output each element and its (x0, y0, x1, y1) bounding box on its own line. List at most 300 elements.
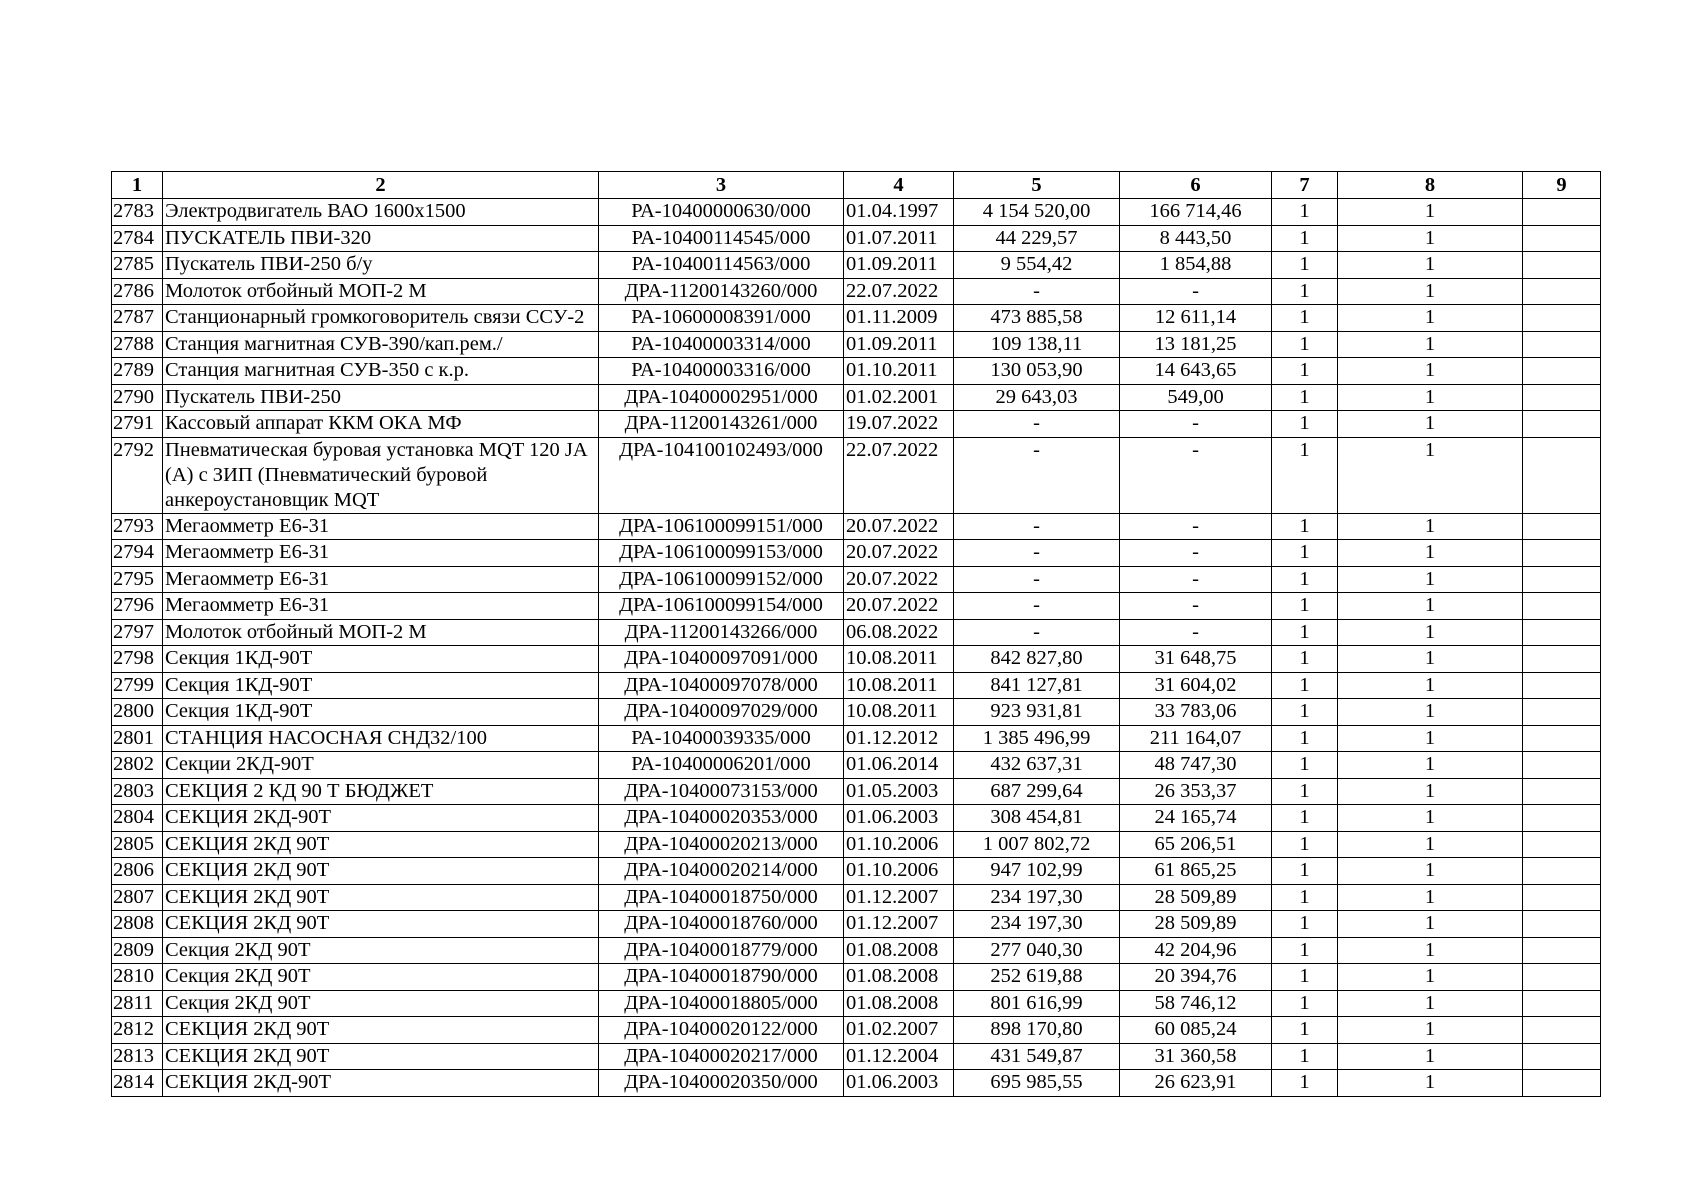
table-row (112, 805, 1601, 832)
quantity-cell: 1 (1272, 805, 1338, 832)
table-row (112, 1043, 1601, 1070)
row-number-cell: 2814 (112, 1070, 163, 1097)
count-cell: 1 (1338, 858, 1523, 885)
count-cell: 1 (1338, 752, 1523, 779)
note-cell (1523, 305, 1601, 332)
item-name-cell: Мегаомметр Е6-31 (163, 566, 599, 593)
quantity-cell: 1 (1272, 225, 1338, 252)
date-cell: 20.07.2022 (844, 540, 954, 567)
quantity-cell: 1 (1272, 305, 1338, 332)
count-cell: 1 (1338, 331, 1523, 358)
initial-cost-cell: - (954, 437, 1120, 513)
note-cell (1523, 884, 1601, 911)
inventory-number-cell: ДРА-10400018760/000 (599, 911, 844, 938)
count-cell: 1 (1338, 305, 1523, 332)
item-name-cell: СЕКЦИЯ 2КД 90Т (163, 884, 599, 911)
table-row (112, 331, 1601, 358)
row-number-cell: 2785 (112, 252, 163, 279)
note-cell (1523, 937, 1601, 964)
count-cell: 1 (1338, 252, 1523, 279)
row-number-cell: 2784 (112, 225, 163, 252)
note-cell (1523, 699, 1601, 726)
column-header: 8 (1338, 172, 1523, 199)
residual-cost-cell: 28 509,89 (1120, 911, 1272, 938)
initial-cost-cell: 130 053,90 (954, 358, 1120, 385)
residual-cost-cell: 20 394,76 (1120, 964, 1272, 991)
row-number-cell: 2789 (112, 358, 163, 385)
quantity-cell: 1 (1272, 752, 1338, 779)
item-name-cell: СЕКЦИЯ 2КД 90Т (163, 911, 599, 938)
date-cell: 01.06.2014 (844, 752, 954, 779)
note-cell (1523, 646, 1601, 673)
row-number-cell: 2807 (112, 884, 163, 911)
residual-cost-cell: - (1120, 278, 1272, 305)
residual-cost-cell: 31 648,75 (1120, 646, 1272, 673)
initial-cost-cell: - (954, 278, 1120, 305)
row-number-cell: 2813 (112, 1043, 163, 1070)
quantity-cell: 1 (1272, 911, 1338, 938)
inventory-table (111, 171, 1601, 1097)
table-row (112, 884, 1601, 911)
residual-cost-cell: - (1120, 411, 1272, 438)
note-cell (1523, 513, 1601, 540)
row-number-cell: 2790 (112, 384, 163, 411)
item-name-cell: СЕКЦИЯ 2КД 90Т (163, 858, 599, 885)
date-cell: 20.07.2022 (844, 513, 954, 540)
table-row (112, 672, 1601, 699)
row-number-cell: 2783 (112, 199, 163, 226)
table-row (112, 964, 1601, 991)
residual-cost-cell: - (1120, 593, 1272, 620)
count-cell: 1 (1338, 225, 1523, 252)
column-header: 9 (1523, 172, 1601, 199)
count-cell: 1 (1338, 672, 1523, 699)
table-row (112, 858, 1601, 885)
date-cell: 01.08.2008 (844, 990, 954, 1017)
note-cell (1523, 778, 1601, 805)
initial-cost-cell: 842 827,80 (954, 646, 1120, 673)
row-number-cell: 2787 (112, 305, 163, 332)
quantity-cell: 1 (1272, 278, 1338, 305)
quantity-cell: 1 (1272, 1070, 1338, 1097)
inventory-number-cell: ДРА-104100102493/000 (599, 437, 844, 513)
residual-cost-cell: - (1120, 540, 1272, 567)
quantity-cell: 1 (1272, 593, 1338, 620)
count-cell: 1 (1338, 1043, 1523, 1070)
note-cell (1523, 540, 1601, 567)
row-number-cell: 2800 (112, 699, 163, 726)
column-header: 3 (599, 172, 844, 199)
initial-cost-cell: 898 170,80 (954, 1017, 1120, 1044)
quantity-cell: 1 (1272, 331, 1338, 358)
date-cell: 22.07.2022 (844, 278, 954, 305)
row-number-cell: 2806 (112, 858, 163, 885)
row-number-cell: 2786 (112, 278, 163, 305)
item-name-cell: Мегаомметр Е6-31 (163, 513, 599, 540)
residual-cost-cell: 33 783,06 (1120, 699, 1272, 726)
inventory-number-cell: РА-10400000630/000 (599, 199, 844, 226)
residual-cost-cell: 12 611,14 (1120, 305, 1272, 332)
count-cell: 1 (1338, 699, 1523, 726)
table-row (112, 540, 1601, 567)
quantity-cell: 1 (1272, 831, 1338, 858)
note-cell (1523, 805, 1601, 832)
inventory-number-cell: РА-10600008391/000 (599, 305, 844, 332)
note-cell (1523, 725, 1601, 752)
table-row (112, 225, 1601, 252)
row-number-cell: 2811 (112, 990, 163, 1017)
item-name-cell: Пускатель ПВИ-250 б/у (163, 252, 599, 279)
initial-cost-cell: 44 229,57 (954, 225, 1120, 252)
inventory-number-cell: ДРА-10400020217/000 (599, 1043, 844, 1070)
row-number-cell: 2793 (112, 513, 163, 540)
table-row (112, 252, 1601, 279)
table-row (112, 513, 1601, 540)
note-cell (1523, 831, 1601, 858)
inventory-number-cell: ДРА-10400020350/000 (599, 1070, 844, 1097)
date-cell: 01.02.2007 (844, 1017, 954, 1044)
note-cell (1523, 384, 1601, 411)
count-cell: 1 (1338, 1017, 1523, 1044)
count-cell: 1 (1338, 513, 1523, 540)
item-name-cell: Мегаомметр Е6-31 (163, 593, 599, 620)
item-name-cell: Секция 2КД 90Т (163, 964, 599, 991)
row-number-cell: 2792 (112, 437, 163, 513)
date-cell: 01.06.2003 (844, 1070, 954, 1097)
quantity-cell: 1 (1272, 937, 1338, 964)
date-cell: 01.04.1997 (844, 199, 954, 226)
table-row (112, 358, 1601, 385)
residual-cost-cell: 42 204,96 (1120, 937, 1272, 964)
count-cell: 1 (1338, 911, 1523, 938)
note-cell (1523, 752, 1601, 779)
initial-cost-cell: 9 554,42 (954, 252, 1120, 279)
row-number-cell: 2796 (112, 593, 163, 620)
count-cell: 1 (1338, 358, 1523, 385)
quantity-cell: 1 (1272, 646, 1338, 673)
note-cell (1523, 1017, 1601, 1044)
inventory-number-cell: ДРА-10400020214/000 (599, 858, 844, 885)
row-number-cell: 2788 (112, 331, 163, 358)
quantity-cell: 1 (1272, 884, 1338, 911)
date-cell: 06.08.2022 (844, 619, 954, 646)
inventory-number-cell: ДРА-10400097078/000 (599, 672, 844, 699)
item-name-cell: Кассовый аппарат ККМ ОКА МФ (163, 411, 599, 438)
inventory-number-cell: РА-10400114563/000 (599, 252, 844, 279)
row-number-cell: 2797 (112, 619, 163, 646)
row-number-cell: 2798 (112, 646, 163, 673)
initial-cost-cell: 277 040,30 (954, 937, 1120, 964)
initial-cost-cell: 234 197,30 (954, 884, 1120, 911)
residual-cost-cell: - (1120, 437, 1272, 513)
residual-cost-cell: 14 643,65 (1120, 358, 1272, 385)
date-cell: 10.08.2011 (844, 672, 954, 699)
table-body (112, 199, 1601, 1097)
note-cell (1523, 964, 1601, 991)
initial-cost-cell: 947 102,99 (954, 858, 1120, 885)
quantity-cell: 1 (1272, 358, 1338, 385)
item-name-cell: Электродвигатель ВАО 1600х1500 (163, 199, 599, 226)
count-cell: 1 (1338, 964, 1523, 991)
item-name-cell: Пускатель ПВИ-250 (163, 384, 599, 411)
count-cell: 1 (1338, 384, 1523, 411)
date-cell: 22.07.2022 (844, 437, 954, 513)
count-cell: 1 (1338, 937, 1523, 964)
item-name-cell: Пневматическая буровая установка MQT 120 JA (A) с ЗИП (Пневматический буровой анкероустановщик MQT (163, 437, 599, 513)
row-number-cell: 2809 (112, 937, 163, 964)
initial-cost-cell: 431 549,87 (954, 1043, 1120, 1070)
inventory-number-cell: ДРА-11200143266/000 (599, 619, 844, 646)
initial-cost-cell: 252 619,88 (954, 964, 1120, 991)
inventory-number-cell: ДРА-10400097029/000 (599, 699, 844, 726)
table-row (112, 619, 1601, 646)
item-name-cell: Секции 2КД-90Т (163, 752, 599, 779)
note-cell (1523, 593, 1601, 620)
residual-cost-cell: - (1120, 513, 1272, 540)
table-row (112, 778, 1601, 805)
item-name-cell: СЕКЦИЯ 2КД 90Т (163, 1043, 599, 1070)
quantity-cell: 1 (1272, 619, 1338, 646)
row-number-cell: 2802 (112, 752, 163, 779)
residual-cost-cell: 60 085,24 (1120, 1017, 1272, 1044)
note-cell (1523, 858, 1601, 885)
date-cell: 20.07.2022 (844, 593, 954, 620)
date-cell: 01.06.2003 (844, 805, 954, 832)
note-cell (1523, 911, 1601, 938)
inventory-number-cell: ДРА-106100099152/000 (599, 566, 844, 593)
item-name-cell: Секция 1КД-90Т (163, 699, 599, 726)
date-cell: 20.07.2022 (844, 566, 954, 593)
inventory-number-cell: ДРА-106100099154/000 (599, 593, 844, 620)
inventory-number-cell: РА-10400003314/000 (599, 331, 844, 358)
quantity-cell: 1 (1272, 437, 1338, 513)
table-row (112, 990, 1601, 1017)
initial-cost-cell: - (954, 513, 1120, 540)
table-row (112, 566, 1601, 593)
quantity-cell: 1 (1272, 858, 1338, 885)
count-cell: 1 (1338, 566, 1523, 593)
table-row (112, 725, 1601, 752)
row-number-cell: 2810 (112, 964, 163, 991)
initial-cost-cell: 4 154 520,00 (954, 199, 1120, 226)
table-row (112, 1017, 1601, 1044)
note-cell (1523, 619, 1601, 646)
initial-cost-cell: 801 616,99 (954, 990, 1120, 1017)
row-number-cell: 2808 (112, 911, 163, 938)
note-cell (1523, 252, 1601, 279)
count-cell: 1 (1338, 1070, 1523, 1097)
item-name-cell: Молоток отбойный МОП-2 М (163, 278, 599, 305)
table-row (112, 593, 1601, 620)
date-cell: 01.09.2011 (844, 252, 954, 279)
date-cell: 01.07.2011 (844, 225, 954, 252)
inventory-number-cell: ДРА-106100099153/000 (599, 540, 844, 567)
item-name-cell: ПУСКАТЕЛЬ ПВИ-320 (163, 225, 599, 252)
initial-cost-cell: - (954, 593, 1120, 620)
table-row (112, 305, 1601, 332)
inventory-number-cell: ДРА-10400018750/000 (599, 884, 844, 911)
inventory-number-cell: РА-10400006201/000 (599, 752, 844, 779)
residual-cost-cell: 1 854,88 (1120, 252, 1272, 279)
column-header: 4 (844, 172, 954, 199)
residual-cost-cell: 31 360,58 (1120, 1043, 1272, 1070)
item-name-cell: Секция 1КД-90Т (163, 646, 599, 673)
table-row (112, 937, 1601, 964)
inventory-number-cell: ДРА-10400018790/000 (599, 964, 844, 991)
note-cell (1523, 1043, 1601, 1070)
residual-cost-cell: 24 165,74 (1120, 805, 1272, 832)
quantity-cell: 1 (1272, 1043, 1338, 1070)
quantity-cell: 1 (1272, 513, 1338, 540)
row-number-cell: 2794 (112, 540, 163, 567)
table-row (112, 646, 1601, 673)
item-name-cell: Секция 2КД 90Т (163, 990, 599, 1017)
row-number-cell: 2799 (112, 672, 163, 699)
note-cell (1523, 331, 1601, 358)
item-name-cell: Станция магнитная СУВ-390/кап.рем./ (163, 331, 599, 358)
inventory-number-cell: ДРА-10400018805/000 (599, 990, 844, 1017)
initial-cost-cell: 432 637,31 (954, 752, 1120, 779)
initial-cost-cell: 109 138,11 (954, 331, 1120, 358)
item-name-cell: СЕКЦИЯ 2КД-90Т (163, 805, 599, 832)
quantity-cell: 1 (1272, 411, 1338, 438)
note-cell (1523, 566, 1601, 593)
quantity-cell: 1 (1272, 725, 1338, 752)
item-name-cell: Секция 2КД 90Т (163, 937, 599, 964)
count-cell: 1 (1338, 831, 1523, 858)
count-cell: 1 (1338, 593, 1523, 620)
residual-cost-cell: 211 164,07 (1120, 725, 1272, 752)
quantity-cell: 1 (1272, 199, 1338, 226)
item-name-cell: Молоток отбойный МОП-2 М (163, 619, 599, 646)
residual-cost-cell: - (1120, 566, 1272, 593)
note-cell (1523, 358, 1601, 385)
residual-cost-cell: 61 865,25 (1120, 858, 1272, 885)
residual-cost-cell: 26 353,37 (1120, 778, 1272, 805)
residual-cost-cell: 58 746,12 (1120, 990, 1272, 1017)
initial-cost-cell: 841 127,81 (954, 672, 1120, 699)
date-cell: 01.09.2011 (844, 331, 954, 358)
initial-cost-cell: - (954, 540, 1120, 567)
date-cell: 01.08.2008 (844, 964, 954, 991)
initial-cost-cell: 473 885,58 (954, 305, 1120, 332)
count-cell: 1 (1338, 540, 1523, 567)
column-header: 2 (163, 172, 599, 199)
quantity-cell: 1 (1272, 964, 1338, 991)
inventory-number-cell: ДРА-106100099151/000 (599, 513, 844, 540)
date-cell: 10.08.2011 (844, 646, 954, 673)
count-cell: 1 (1338, 990, 1523, 1017)
residual-cost-cell: 549,00 (1120, 384, 1272, 411)
initial-cost-cell: - (954, 411, 1120, 438)
table-row (112, 911, 1601, 938)
inventory-number-cell: ДРА-10400073153/000 (599, 778, 844, 805)
table-row (112, 199, 1601, 226)
date-cell: 01.10.2006 (844, 858, 954, 885)
item-name-cell: СЕКЦИЯ 2КД 90Т (163, 1017, 599, 1044)
count-cell: 1 (1338, 619, 1523, 646)
count-cell: 1 (1338, 884, 1523, 911)
item-name-cell: СЕКЦИЯ 2КД 90Т (163, 831, 599, 858)
residual-cost-cell: - (1120, 619, 1272, 646)
initial-cost-cell: - (954, 619, 1120, 646)
note-cell (1523, 672, 1601, 699)
quantity-cell: 1 (1272, 566, 1338, 593)
date-cell: 01.10.2006 (844, 831, 954, 858)
quantity-cell: 1 (1272, 672, 1338, 699)
row-number-cell: 2803 (112, 778, 163, 805)
table-row (112, 384, 1601, 411)
row-number-cell: 2791 (112, 411, 163, 438)
date-cell: 01.12.2012 (844, 725, 954, 752)
quantity-cell: 1 (1272, 540, 1338, 567)
inventory-number-cell: РА-10400039335/000 (599, 725, 844, 752)
note-cell (1523, 990, 1601, 1017)
inventory-number-cell: ДРА-10400020122/000 (599, 1017, 844, 1044)
row-number-cell: 2795 (112, 566, 163, 593)
quantity-cell: 1 (1272, 1017, 1338, 1044)
column-header: 6 (1120, 172, 1272, 199)
note-cell (1523, 225, 1601, 252)
inventory-number-cell: ДРА-11200143260/000 (599, 278, 844, 305)
initial-cost-cell: 923 931,81 (954, 699, 1120, 726)
column-header: 7 (1272, 172, 1338, 199)
quantity-cell: 1 (1272, 778, 1338, 805)
initial-cost-cell: 695 985,55 (954, 1070, 1120, 1097)
initial-cost-cell: - (954, 566, 1120, 593)
count-cell: 1 (1338, 278, 1523, 305)
inventory-number-cell: РА-10400114545/000 (599, 225, 844, 252)
count-cell: 1 (1338, 411, 1523, 438)
table-header (112, 172, 1601, 199)
count-cell: 1 (1338, 778, 1523, 805)
date-cell: 01.12.2007 (844, 884, 954, 911)
inventory-number-cell: ДРА-10400002951/000 (599, 384, 844, 411)
initial-cost-cell: 29 643,03 (954, 384, 1120, 411)
date-cell: 01.12.2004 (844, 1043, 954, 1070)
residual-cost-cell: 13 181,25 (1120, 331, 1272, 358)
residual-cost-cell: 26 623,91 (1120, 1070, 1272, 1097)
inventory-number-cell: ДРА-10400020353/000 (599, 805, 844, 832)
item-name-cell: СТАНЦИЯ НАСОСНАЯ СНД32/100 (163, 725, 599, 752)
count-cell: 1 (1338, 646, 1523, 673)
initial-cost-cell: 308 454,81 (954, 805, 1120, 832)
date-cell: 01.10.2011 (844, 358, 954, 385)
table-row (112, 699, 1601, 726)
header-row (112, 172, 1601, 199)
initial-cost-cell: 687 299,64 (954, 778, 1120, 805)
inventory-number-cell: РА-10400003316/000 (599, 358, 844, 385)
quantity-cell: 1 (1272, 990, 1338, 1017)
inventory-table-container (111, 171, 1601, 1097)
residual-cost-cell: 28 509,89 (1120, 884, 1272, 911)
row-number-cell: 2804 (112, 805, 163, 832)
initial-cost-cell: 1 385 496,99 (954, 725, 1120, 752)
residual-cost-cell: 8 443,50 (1120, 225, 1272, 252)
column-header: 5 (954, 172, 1120, 199)
item-name-cell: Секция 1КД-90Т (163, 672, 599, 699)
date-cell: 01.08.2008 (844, 937, 954, 964)
residual-cost-cell: 65 206,51 (1120, 831, 1272, 858)
table-row (112, 411, 1601, 438)
date-cell: 01.11.2009 (844, 305, 954, 332)
quantity-cell: 1 (1272, 699, 1338, 726)
item-name-cell: Станция магнитная СУВ-350 с к.р. (163, 358, 599, 385)
note-cell (1523, 437, 1601, 513)
inventory-number-cell: ДРА-11200143261/000 (599, 411, 844, 438)
count-cell: 1 (1338, 725, 1523, 752)
table-row (112, 752, 1601, 779)
